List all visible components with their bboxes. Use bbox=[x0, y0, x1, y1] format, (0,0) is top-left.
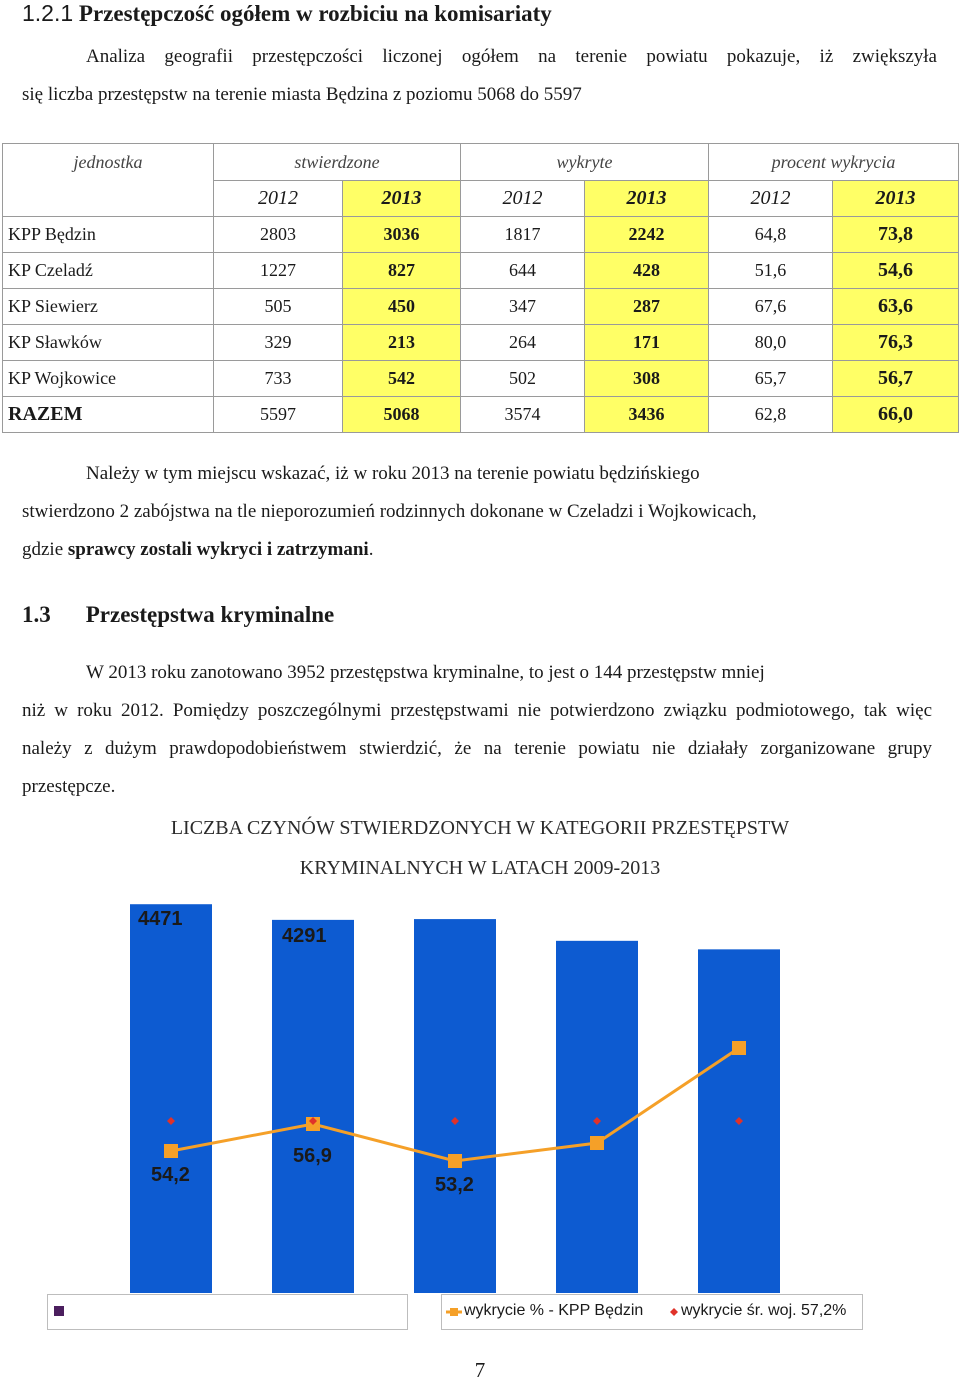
value-cell: 66,0 bbox=[833, 397, 959, 433]
year-cell: 2012 bbox=[461, 181, 585, 217]
para2-line-3-start: gdzie bbox=[22, 539, 68, 560]
value-cell: 5068 bbox=[343, 397, 461, 433]
value-cell: 264 bbox=[461, 325, 585, 361]
value-cell: 56,7 bbox=[833, 361, 959, 397]
para3-line-1: W 2013 roku zanotowano 3952 przestępstwa kryminalne, to jest o 144 przestępstw mniej bbox=[86, 662, 765, 683]
value-cell: 644 bbox=[461, 253, 585, 289]
value-cell: 65,7 bbox=[709, 361, 833, 397]
value-cell: 287 bbox=[585, 289, 709, 325]
legend-square-marker-icon bbox=[450, 1308, 458, 1316]
intro-line-1: Analiza geografii przestępczości liczonej ogółem na terenie powiatu pokazuje, iż zwiększyła bbox=[86, 46, 937, 67]
header-procent: procent wykrycia bbox=[709, 144, 959, 181]
header-stwierdzone: stwierdzone bbox=[214, 144, 461, 181]
line-marker bbox=[448, 1154, 462, 1168]
bar bbox=[556, 941, 638, 1293]
year-cell: 2012 bbox=[709, 181, 833, 217]
section-number: 1.2.1 bbox=[22, 0, 74, 26]
year-cell: 2012 bbox=[214, 181, 343, 217]
value-cell: 62,8 bbox=[709, 397, 833, 433]
legend-series-1: wykrycie % - KPP Będzin bbox=[464, 1302, 644, 1319]
line-marker bbox=[590, 1136, 604, 1150]
line-data-label: 56,9 bbox=[293, 1145, 332, 1167]
value-cell: 308 bbox=[585, 361, 709, 397]
line-data-label: 54,2 bbox=[151, 1164, 190, 1186]
value-cell: 542 bbox=[343, 361, 461, 397]
legend-square-icon bbox=[48, 1295, 88, 1329]
bar bbox=[130, 904, 212, 1293]
value-cell: 171 bbox=[585, 325, 709, 361]
page-number: 7 bbox=[474, 1358, 486, 1382]
value-cell: 1817 bbox=[461, 217, 585, 253]
value-cell: 2242 bbox=[585, 217, 709, 253]
legend-left bbox=[47, 1294, 408, 1330]
bar bbox=[272, 920, 354, 1293]
value-cell: 428 bbox=[585, 253, 709, 289]
line-marker bbox=[164, 1144, 178, 1158]
intro-paragraph bbox=[22, 38, 937, 114]
para2-bold: sprawcy zostali wykryci i zatrzymani bbox=[67, 539, 369, 560]
unit-cell: KP Czeladź bbox=[3, 253, 214, 289]
value-cell: 502 bbox=[461, 361, 585, 397]
bar-data-label: 4471 bbox=[138, 908, 183, 930]
value-cell: 505 bbox=[214, 289, 343, 325]
value-cell: 64,8 bbox=[709, 217, 833, 253]
bar bbox=[414, 919, 496, 1293]
table-header-row bbox=[3, 144, 959, 181]
section-2-heading bbox=[22, 602, 334, 628]
table-row bbox=[3, 397, 959, 433]
value-cell: 67,6 bbox=[709, 289, 833, 325]
legend-right bbox=[441, 1294, 863, 1330]
crime-chart bbox=[0, 893, 960, 1293]
table-row bbox=[3, 325, 959, 361]
section-title: Przestępczość ogółem w rozbiciu na komisariaty bbox=[78, 1, 552, 26]
unit-cell: KP Sławków bbox=[3, 325, 214, 361]
value-cell: 827 bbox=[343, 253, 461, 289]
value-cell: 1227 bbox=[214, 253, 343, 289]
value-cell: 54,6 bbox=[833, 253, 959, 289]
value-cell: 2803 bbox=[214, 217, 343, 253]
unit-cell: KP Siewierz bbox=[3, 289, 214, 325]
table-row bbox=[3, 289, 959, 325]
table-row bbox=[3, 253, 959, 289]
value-cell: 329 bbox=[214, 325, 343, 361]
value-cell: 76,3 bbox=[833, 325, 959, 361]
chart-title-line-1: LICZBA CZYNÓW STWIERDZONYCH W KATEGORII PRZESTĘPSTW bbox=[170, 817, 790, 839]
intro-line-2: się liczba przestępstw na terenie miasta Będzina z poziomu 5068 do 5597 bbox=[22, 84, 582, 105]
para3-rest: niż w roku 2012. Pomiędzy poszczególnymi przestępstwami nie potwierdzono związku podmiotowego, tak więc należy z dużym prawdopodobieństwem stwierdzić, że na terenie powiatu nie działały zorganizowane grupy przestępcze. bbox=[22, 700, 932, 797]
table-body bbox=[3, 217, 959, 433]
statistics-table bbox=[2, 143, 959, 433]
unit-cell: KPP Będzin bbox=[3, 217, 214, 253]
line-data-label: 53,2 bbox=[435, 1174, 474, 1196]
value-cell: 213 bbox=[343, 325, 461, 361]
value-cell: 3036 bbox=[343, 217, 461, 253]
paragraph-3 bbox=[22, 654, 932, 806]
value-cell: 733 bbox=[214, 361, 343, 397]
value-cell: 347 bbox=[461, 289, 585, 325]
value-cell: 3574 bbox=[461, 397, 585, 433]
year-cell: 2013 bbox=[343, 181, 461, 217]
value-cell: 3436 bbox=[585, 397, 709, 433]
table-row bbox=[3, 361, 959, 397]
section-heading bbox=[22, 0, 552, 27]
legend-series-2: wykrycie śr. woj. 57,2% bbox=[681, 1302, 847, 1319]
value-cell: 450 bbox=[343, 289, 461, 325]
chart-title bbox=[0, 808, 960, 888]
bar-data-label: 4291 bbox=[282, 925, 327, 947]
chart-title-line-2: KRYMINALNYCH W LATACH 2009-2013 bbox=[299, 857, 661, 879]
para2-line-3-end: . bbox=[368, 539, 374, 560]
value-cell: 5597 bbox=[214, 397, 343, 433]
header-wykryte: wykryte bbox=[461, 144, 709, 181]
year-cell: 2013 bbox=[585, 181, 709, 217]
year-cell: 2013 bbox=[833, 181, 959, 217]
value-cell: 73,8 bbox=[833, 217, 959, 253]
value-cell: 51,6 bbox=[709, 253, 833, 289]
section-2-number: 1.3 bbox=[22, 602, 51, 627]
value-cell: 80,0 bbox=[709, 325, 833, 361]
value-cell: 63,6 bbox=[833, 289, 959, 325]
para2-line-2: stwierdzono 2 zabójstwa na tle nieporozumień rodzinnych dokonane w Czeladzi i Wojkowicach, bbox=[22, 501, 757, 522]
paragraph-2 bbox=[22, 455, 937, 569]
line-marker bbox=[732, 1041, 746, 1055]
para2-line-1: Należy w tym miejscu wskazać, iż w roku 2013 na terenie powiatu będzińskiego bbox=[86, 463, 700, 484]
section-2-title: Przestępstwa kryminalne bbox=[85, 602, 335, 627]
legend-diamond-icon bbox=[670, 1308, 678, 1316]
table-row bbox=[3, 217, 959, 253]
unit-cell: RAZEM bbox=[3, 397, 214, 433]
header-unit: jednostka bbox=[3, 144, 214, 217]
unit-cell: KP Wojkowice bbox=[3, 361, 214, 397]
